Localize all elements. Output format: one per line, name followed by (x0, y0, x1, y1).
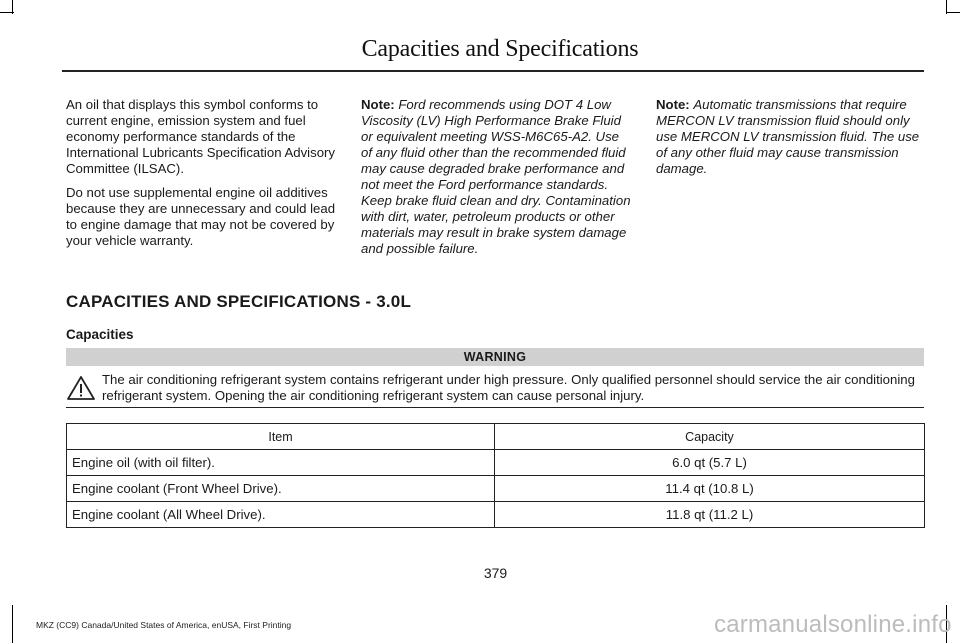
crop-mark (946, 12, 960, 13)
note-label: Note: (656, 97, 690, 112)
warning-divider (66, 407, 924, 408)
watermark: carmanualsonline.info (714, 611, 952, 638)
table-row (67, 450, 925, 476)
warning-banner: WARNING (66, 348, 924, 366)
crop-mark (12, 605, 13, 643)
note-text: Ford recommends using DOT 4 Low Viscosity (LV) High Performance Brake Fluid or equivalent meeting WSS-M6C65-A2. Use of any fluid other than the recommended fluid may cause degraded brake performance and not meet the Ford performance standards. Keep brake fluid clean and dry. Contamination with dirt, water, petroleum products or other materials may result in brake system damage and possible failure. (361, 97, 631, 256)
note-text: Automatic transmissions that require MERCON LV transmission fluid should only use MERCON LV transmission fluid. The use of any other fluid may cause transmission damage. (656, 97, 920, 176)
ilsac-paragraph: An oil that displays this symbol conforms to current engine, emission system and fuel economy performance standards of the International Lubricants Specification Advisory Committee (ILSAC). (66, 97, 336, 176)
section-title: CAPACITIES AND SPECIFICATIONS - 3.0L (66, 292, 412, 311)
item-cell: Engine oil (with oil filter). (67, 450, 495, 476)
capacities-table (66, 423, 925, 528)
column-header-capacity: Capacity (495, 424, 925, 450)
additives-paragraph: Do not use supplemental engine oil additives because they are unnecessary and could lead to engine damage that may not be covered by your vehicle warranty. (66, 185, 336, 248)
subsection-heading: Capacities (66, 327, 134, 342)
column-2 (361, 97, 633, 265)
capacity-cell: 11.4 qt (10.8 L) (495, 476, 925, 502)
table-header-row (67, 424, 925, 450)
crop-mark (0, 12, 14, 13)
column-header-item: Item (67, 424, 495, 450)
warning-triangle-icon (66, 375, 96, 401)
warning-text: The air conditioning refrigerant system contains refrigerant under high pressure. Only qualified personnel should service the air conditioning refrigerant system. Opening the air conditioning refrigerant system can cause personal injury. (102, 372, 915, 403)
header-divider (62, 70, 924, 72)
brake-fluid-note (361, 97, 633, 257)
page-number: 379 (483, 565, 508, 581)
table-row (67, 476, 925, 502)
footer-text: MKZ (CC9) Canada/United States of America, enUSA, First Printing (36, 620, 292, 630)
page-title: Capacities and Specifications (361, 36, 639, 62)
item-cell: Engine coolant (Front Wheel Drive). (67, 476, 495, 502)
item-cell: Engine coolant (All Wheel Drive). (67, 502, 495, 528)
column-3 (656, 97, 926, 185)
table-row (67, 502, 925, 528)
transmission-note (656, 97, 926, 177)
capacity-cell: 11.8 qt (11.2 L) (495, 502, 925, 528)
note-label: Note: (361, 97, 395, 112)
column-1 (66, 97, 338, 257)
capacity-cell: 6.0 qt (5.7 L) (495, 450, 925, 476)
